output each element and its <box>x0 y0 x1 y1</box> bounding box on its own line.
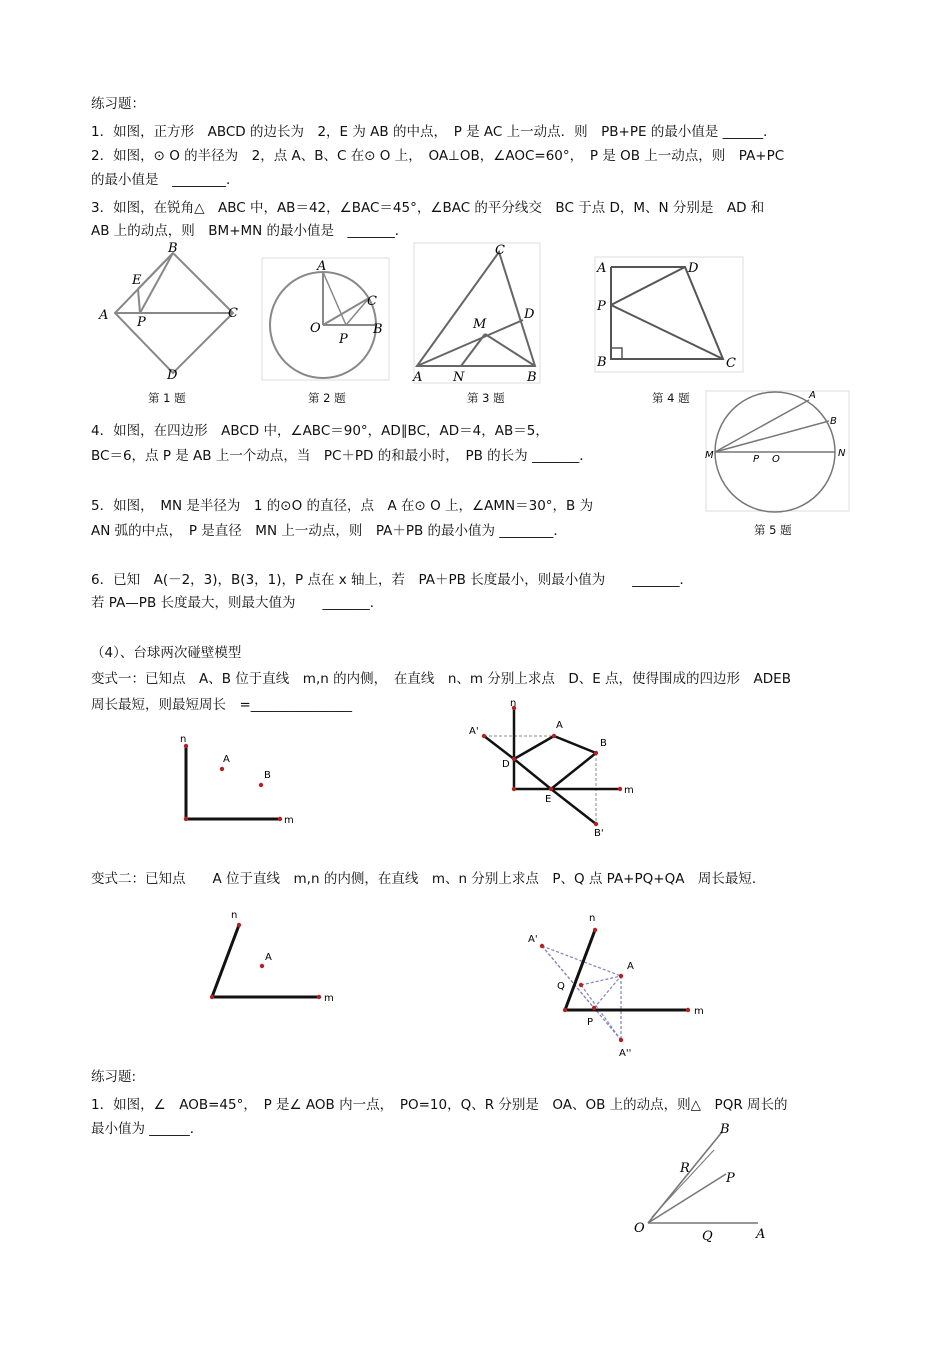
f4-label-a: A <box>597 261 607 276</box>
problem-3-text-line1: 3．如图，在锐角△ ABC 中，AB＝42，∠BAC＝45°，∠BAC 的平分线交 BC 于点 D，M、N 分别是 AD 和 <box>91 200 765 216</box>
variant-2-right-diagram <box>524 908 714 1063</box>
exercise-heading-2: 练习题: <box>91 1069 137 1085</box>
f5-label-n: N <box>838 448 846 459</box>
f5-label-b: B <box>830 416 837 427</box>
v2r-label-a-double-prime: A'' <box>619 1048 632 1059</box>
last-label-r: R <box>680 1161 690 1176</box>
problem-6-text-line2: 若 PA—PB 长度最大，则最大值为 _______． <box>91 595 384 611</box>
last-label-b: B <box>720 1122 730 1137</box>
last-label-q: Q <box>702 1229 713 1244</box>
problem-5-text-line1: 5．如图， MN 是半径为 1 的⊙O 的直径，点 A 在⊙ O 上，∠AMN＝30°，B 为 <box>91 498 594 514</box>
v2r-label-q: Q <box>557 981 565 992</box>
v2l-label-n: n <box>231 910 238 921</box>
section-billiard-title: （4）、台球两次碰壁模型 <box>91 645 242 661</box>
figure-2-diagram <box>262 258 390 382</box>
f3-label-d: D <box>524 307 535 322</box>
v1r-label-n: n <box>510 698 517 709</box>
f1-label-d: D <box>167 368 178 383</box>
problem-1-text: 1．如图，正方形 ABCD 的边长为 2，E 为 AB 的中点， P 是 AC 上一动点．则 PB+PE 的最小值是 ______． <box>91 124 777 140</box>
v1l-label-m: m <box>284 815 294 826</box>
v2l-label-m: m <box>324 993 334 1004</box>
v2r-label-n: n <box>589 913 596 924</box>
figure-1-diagram <box>95 241 245 385</box>
f3-label-m: M <box>473 317 487 332</box>
f4-label-b: B <box>597 355 607 370</box>
figure-1-caption: 第 1 题 <box>148 391 186 405</box>
v1l-label-n: n <box>180 734 187 745</box>
angle-aob-diagram <box>630 1120 775 1245</box>
figure-3-caption: 第 3 题 <box>467 391 505 405</box>
figure-5-caption: 第 5 题 <box>754 523 792 537</box>
f4-label-d: D <box>688 261 699 276</box>
v2r-label-m: m <box>694 1006 704 1017</box>
figure-3-diagram <box>413 242 541 384</box>
f2-label-c: C <box>367 294 377 309</box>
variant-1-text-line1: 变式一：已知点 A、B 位于直线 m,n 的内侧， 在直线 n、m 分别上求点 D、E 点，使得围成的四边形 ADEB <box>91 671 791 687</box>
v1r-label-m: m <box>624 785 634 796</box>
variant-2-left-diagram <box>200 905 350 1005</box>
exercise-2-problem-1-line2: 最小值为 ______． <box>91 1121 204 1137</box>
f5-label-a: A <box>809 390 816 401</box>
f1-label-a: A <box>99 308 109 323</box>
f4-label-p: P <box>597 299 606 314</box>
v2r-label-a-prime: A' <box>528 934 538 945</box>
f1-label-c: C <box>228 306 238 321</box>
v2l-label-a: A <box>265 952 272 963</box>
v1r-label-b: B <box>600 738 607 749</box>
v1r-label-b-prime: B' <box>594 828 604 839</box>
problem-2-text-line1: 2．如图，⊙ O 的半径为 2，点 A、B、C 在⊙ O 上， OA⊥OB，∠AOC=60°， P 是 OB 上一动点，则 PA+PC <box>91 148 785 164</box>
problem-3-text-line2: AB 上的动点，则 BM+MN 的最小值是 _______． <box>91 223 409 239</box>
figure-4-diagram <box>594 256 744 374</box>
f1-label-b: B <box>168 241 178 256</box>
v1r-label-e: E <box>545 794 552 805</box>
problem-2-text-line2: 的最小值是 ________． <box>91 172 240 188</box>
exercise-2-problem-1-line1: 1．如图，∠ AOB=45°， P 是∠ AOB 内一点， PO=10，Q、R 分别是 OA、OB 上的动点，则△ PQR 周长的 <box>91 1097 788 1113</box>
f3-label-a: A <box>413 370 423 385</box>
v1r-label-a-prime: A' <box>469 726 479 737</box>
f2-label-o: O <box>310 321 321 336</box>
figure-5-diagram <box>705 390 850 512</box>
v2r-label-p: P <box>587 1017 594 1028</box>
f5-label-o: O <box>772 454 780 465</box>
exercise-heading: 练习题： <box>91 96 145 112</box>
f5-label-p: P <box>753 454 760 465</box>
problem-4-text-line1: 4．如图，在四边形 ABCD 中，∠ABC＝90°，AD∥BC，AD＝4，AB＝5， <box>91 423 549 439</box>
variant-1-left-diagram <box>176 730 306 830</box>
v1r-label-d: D <box>502 759 510 770</box>
last-label-o: O <box>634 1221 645 1236</box>
variant-2-text: 变式二：已知点 A 位于直线 m,n 的内侧，在直线 m、n 分别上求点 P、Q 点 PA+PQ+QA 周长最短． <box>91 871 766 887</box>
f3-label-c: C <box>495 243 505 258</box>
f5-label-m: M <box>705 450 714 461</box>
f2-label-p: P <box>339 332 348 347</box>
f3-label-b: B <box>527 370 537 385</box>
problem-5-text-line2: AN 弧的中点， P 是直径 MN 上一动点，则 PA＋PB 的最小值为 ________． <box>91 523 567 539</box>
f1-label-p: P <box>137 315 146 330</box>
f4-label-c: C <box>726 356 736 371</box>
v1r-label-a: A <box>556 720 563 731</box>
last-label-p: P <box>726 1171 735 1186</box>
v2r-label-a: A <box>627 961 634 972</box>
problem-4-text-line2: BC＝6，点 P 是 AB 上一个动点，当 PC＋PD 的和最小时， PB 的长为 _______． <box>91 448 593 464</box>
variant-1-text-line2: 周长最短，则最短周长 =_______________ <box>91 697 353 713</box>
f1-label-e: E <box>132 273 142 288</box>
variant-1-right-diagram <box>462 698 642 843</box>
problem-6-text-line1: 6．已知 A(－2，3)，B(3，1)，P 点在 x 轴上，若 PA＋PB 长度最小，则最小值为 _______． <box>91 572 693 588</box>
last-label-a: A <box>756 1227 766 1242</box>
figure-2-caption: 第 2 题 <box>308 391 346 405</box>
f3-label-n: N <box>453 370 465 385</box>
v1l-label-b: B <box>264 770 271 781</box>
f2-label-b: B <box>373 322 383 337</box>
f2-label-a: A <box>317 259 327 274</box>
v1l-label-a: A <box>223 754 230 765</box>
figure-4-caption: 第 4 题 <box>652 391 690 405</box>
